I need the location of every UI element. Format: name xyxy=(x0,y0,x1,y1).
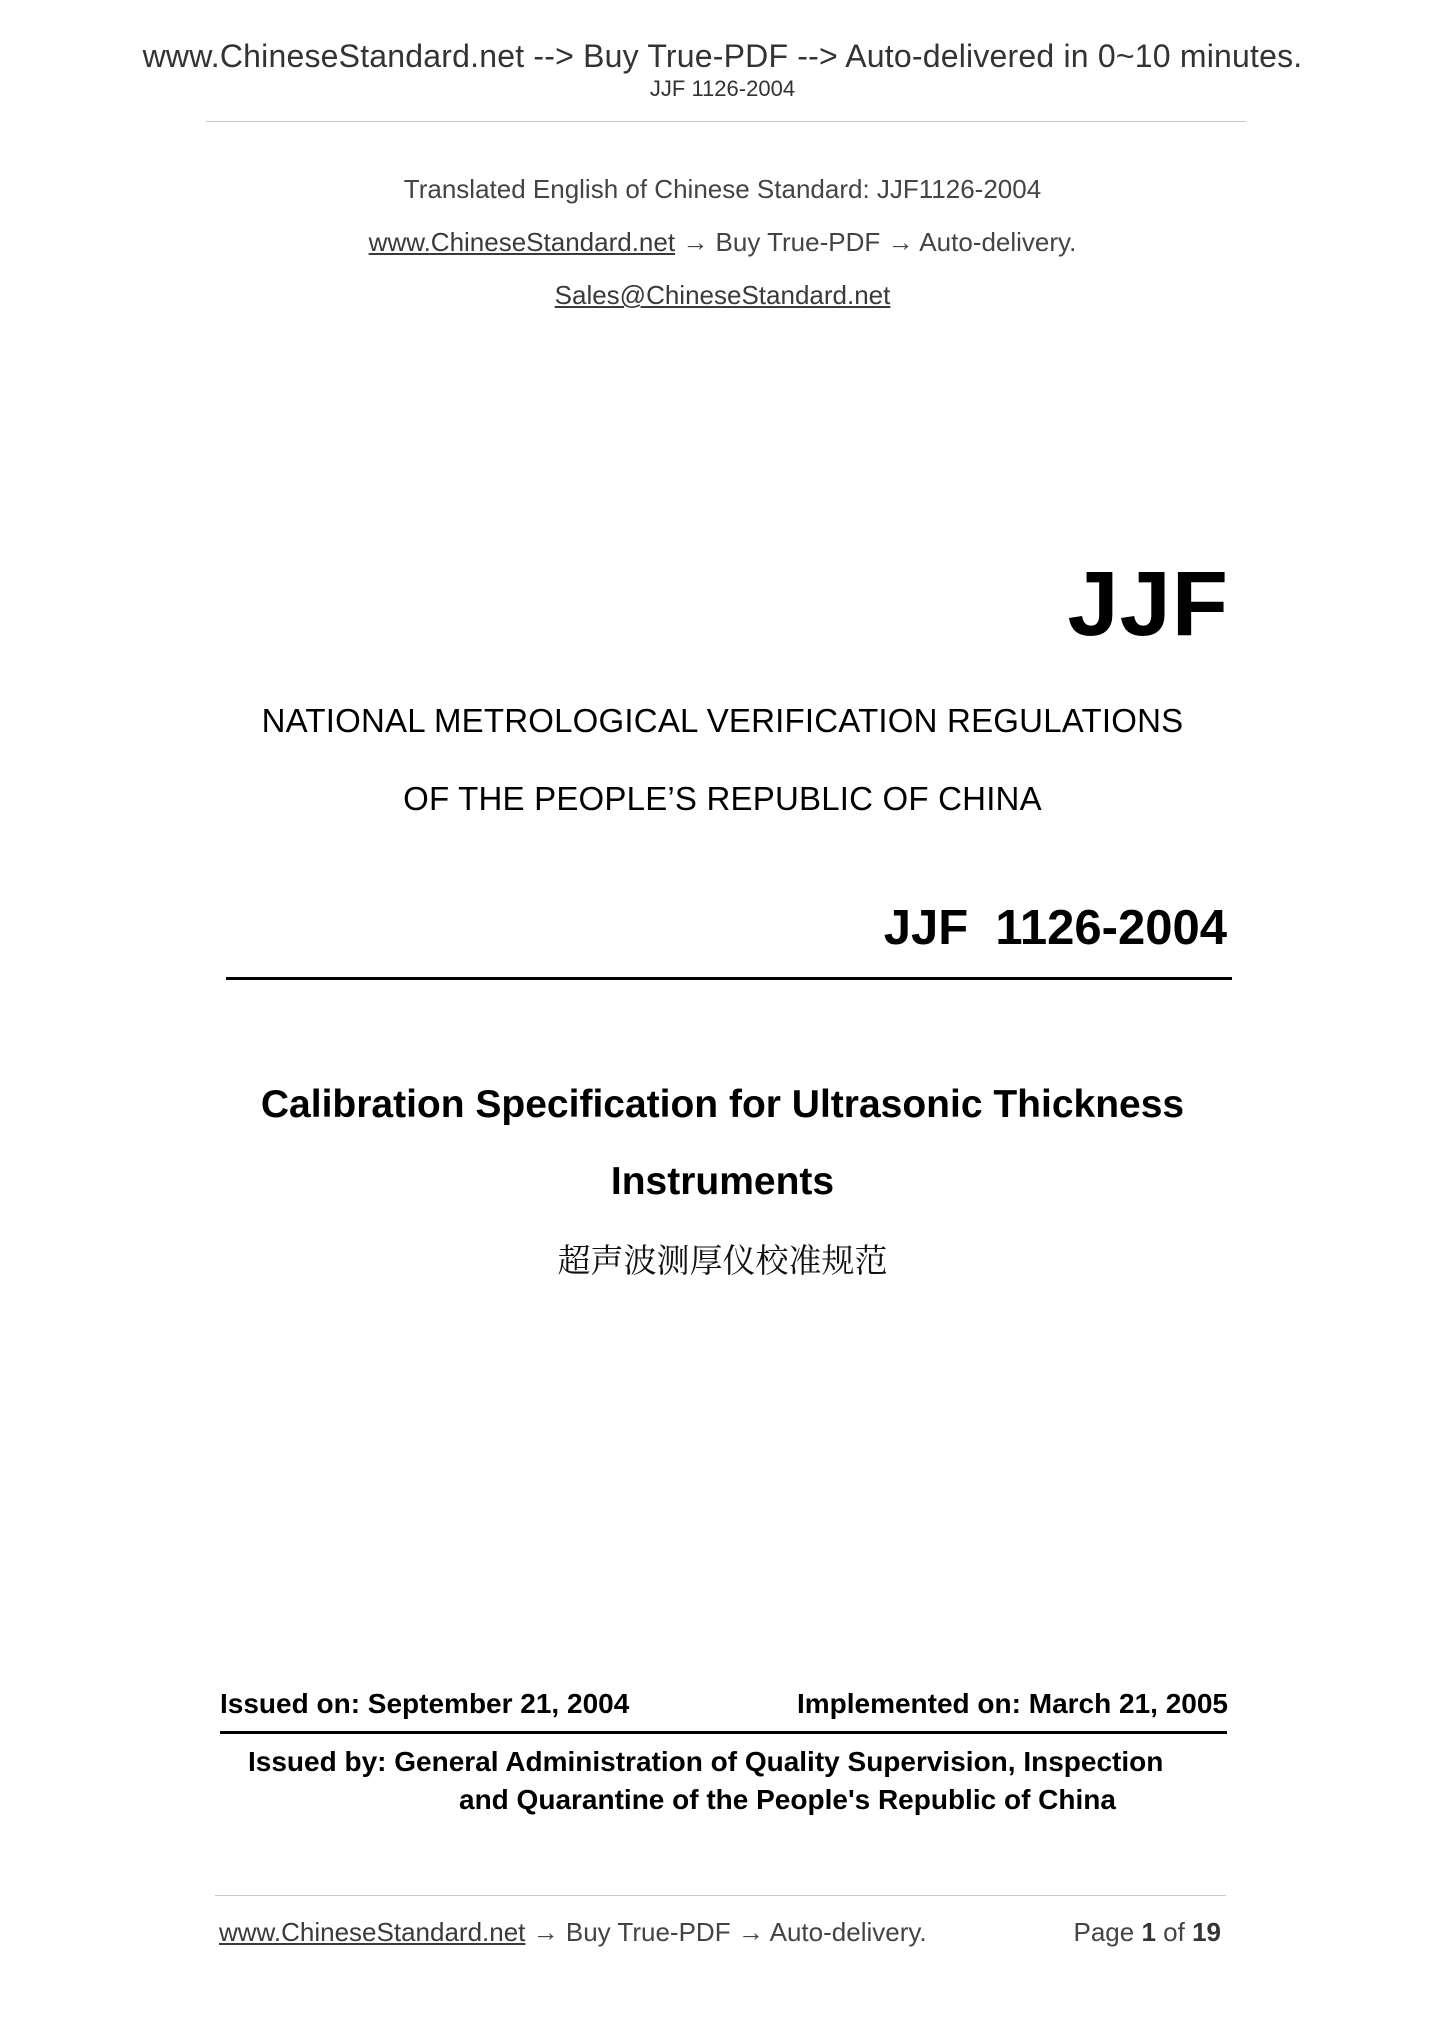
page-of: of xyxy=(1163,1917,1185,1947)
site-link[interactable]: www.ChineseStandard.net xyxy=(368,227,676,257)
national-title-line2: OF THE PEOPLE’S REPUBLIC OF CHINA xyxy=(403,780,1042,817)
header-standard-code: JJF 1126-2004 xyxy=(649,76,796,101)
page-total: 19 xyxy=(1192,1917,1221,1947)
arrow-right-icon: → xyxy=(682,227,709,257)
footer-site-link[interactable]: www.ChineseStandard.net xyxy=(219,1917,526,1947)
email-line xyxy=(0,280,1445,311)
document-title-line2: Instruments xyxy=(610,1160,835,1203)
page-label: Page xyxy=(1073,1917,1135,1947)
document-title-line1: Calibration Specification for Ultrasonic Thickness xyxy=(260,1083,1185,1126)
buy-text: Buy True-PDF xyxy=(715,227,881,257)
top-banner: www.ChineseStandard.net --> Buy True-PDF --> Auto-delivered in 0~10 minutes. xyxy=(142,38,1303,74)
arrow-right-icon: → xyxy=(887,227,914,257)
header-divider xyxy=(206,121,1246,122)
arrow-right-icon: → xyxy=(532,1917,559,1947)
issued-by-line2: and Quarantine of the People's Republic of China xyxy=(459,1784,1116,1815)
translated-notice: Translated English of Chinese Standard: JJF1126-2004 xyxy=(403,174,1042,204)
jjf-logo-text: JJF xyxy=(1067,553,1229,655)
email-link[interactable]: Sales@ChineseStandard.net xyxy=(554,280,891,310)
delivery-text: Auto-delivery. xyxy=(919,227,1077,257)
footer-purchase-line xyxy=(219,1917,927,1948)
arrow-right-icon: → xyxy=(737,1917,764,1947)
purchase-line xyxy=(0,227,1445,258)
page-current: 1 xyxy=(1141,1917,1156,1947)
page-number xyxy=(1073,1917,1221,1948)
standard-code: JJF 1126-2004 xyxy=(883,901,1227,955)
footer-buy-text: Buy True-PDF xyxy=(565,1917,731,1947)
standard-code-divider xyxy=(226,977,1232,980)
footer-delivery-text: Auto-delivery. xyxy=(769,1917,927,1947)
issued-on-date: Issued on: September 21, 2004 xyxy=(220,1688,630,1719)
document-title-chinese: 超声波测厚仪校准规范 xyxy=(557,1241,888,1280)
issued-by-line1: Issued by: General Administration of Quality Supervision, Inspection xyxy=(248,1746,1164,1777)
national-title-line1: NATIONAL METROLOGICAL VERIFICATION REGULATIONS xyxy=(261,702,1184,739)
footer-divider xyxy=(215,1895,1226,1896)
issue-divider xyxy=(220,1731,1227,1734)
implemented-on-date: Implemented on: March 21, 2005 xyxy=(796,1688,1228,1719)
